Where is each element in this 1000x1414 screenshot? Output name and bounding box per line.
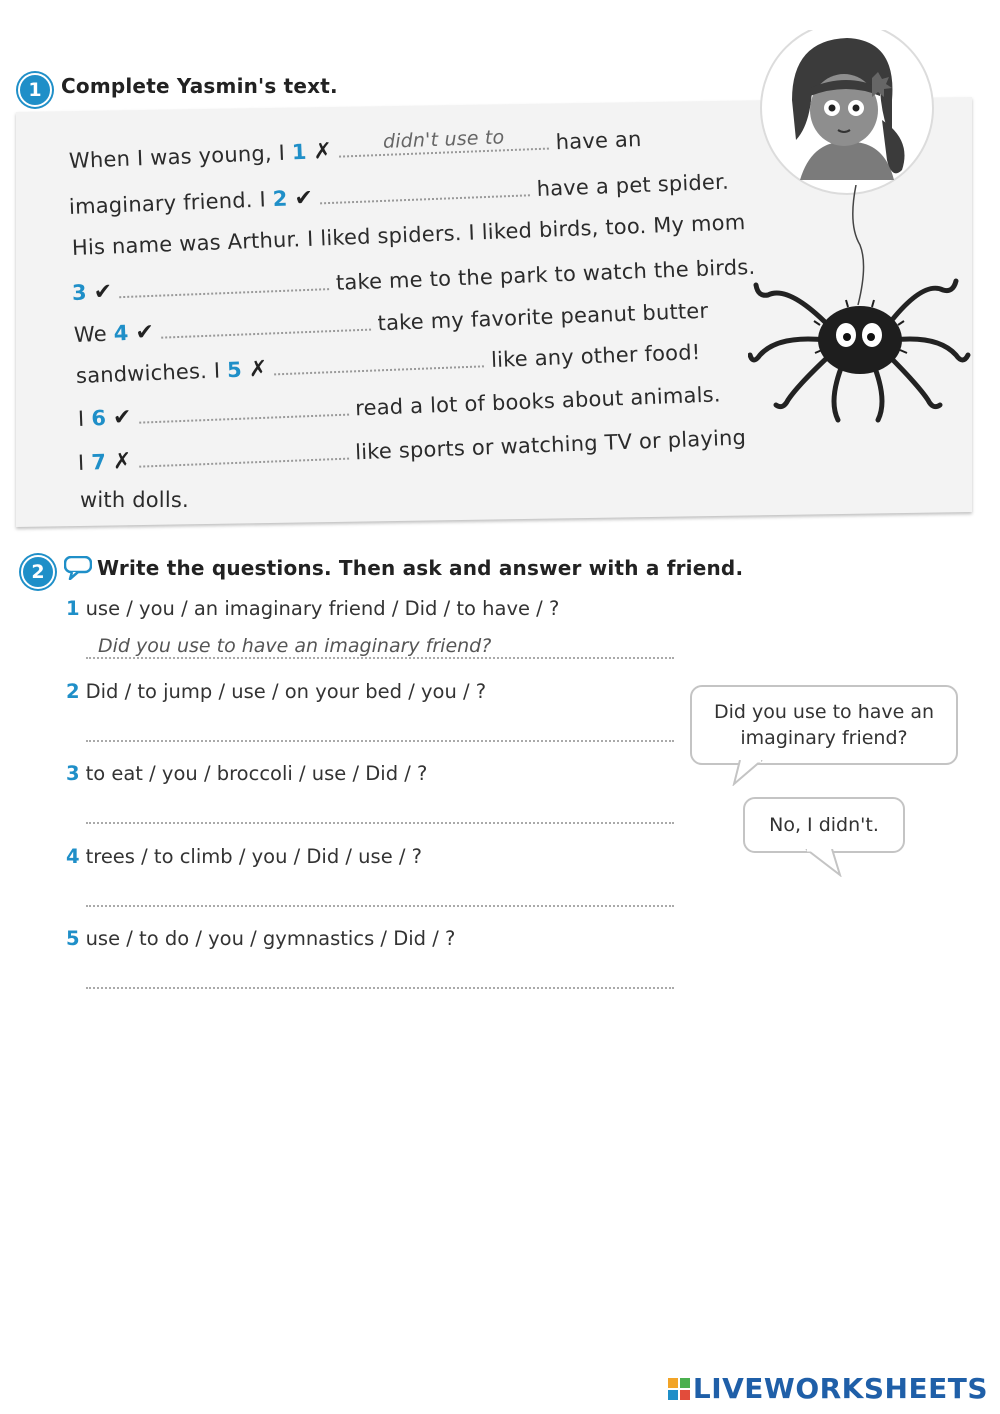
tick-icon: ✔ xyxy=(134,319,155,346)
line-text: have an xyxy=(548,127,642,155)
line-text: sandwiches. I xyxy=(75,358,228,388)
answer-line-4[interactable] xyxy=(86,885,674,907)
line-text: We xyxy=(73,321,115,347)
question-prompt: use / to do / you / gymnastics / Did / ? xyxy=(85,927,456,950)
line-text: I xyxy=(77,450,92,475)
blank-number: 5 xyxy=(226,357,243,383)
answer-text xyxy=(320,193,530,201)
question-3 xyxy=(66,762,427,785)
answer-line-2[interactable] xyxy=(86,720,674,742)
blank-number: 7 xyxy=(90,449,107,475)
blank-number: 6 xyxy=(90,405,107,431)
question-prompt: to eat / you / broccoli / use / Did / ? xyxy=(85,762,428,785)
answer-text xyxy=(274,364,484,372)
answer-text xyxy=(139,413,349,421)
question-2 xyxy=(66,680,486,703)
answer-line-3[interactable] xyxy=(86,802,674,824)
blank-number: 2 xyxy=(272,186,289,212)
blank-number: 3 xyxy=(71,280,88,305)
line-text: take my favorite peanut butter xyxy=(370,298,709,336)
answer-text xyxy=(139,457,349,465)
question-prompt: use / you / an imaginary friend / Did / to have / ? xyxy=(85,597,560,620)
line-text: have a pet spider. xyxy=(529,169,730,202)
answer-line-1[interactable] xyxy=(86,637,674,659)
answer-text: Did you use to have an imaginary friend? xyxy=(98,635,492,657)
blank-number: 1 xyxy=(291,139,308,165)
line-text: take me to the park to watch the birds. xyxy=(328,254,756,296)
tick-icon: ✔ xyxy=(112,404,133,431)
question-number: 1 xyxy=(66,597,80,620)
girl-illustration xyxy=(752,30,942,195)
question-4 xyxy=(66,845,422,868)
answer-text xyxy=(161,328,371,336)
line-text: When I was young, I xyxy=(68,140,293,173)
cross-icon: ✗ xyxy=(112,448,133,475)
liveworksheets-logo xyxy=(667,1372,988,1405)
answer-text xyxy=(119,287,329,295)
bubble-text-line: imaginary friend? xyxy=(740,727,908,749)
speech-bubble-icon xyxy=(64,556,92,580)
question-prompt: Did / to jump / use / on your bed / you / ? xyxy=(85,680,487,703)
answer-text: didn't use to xyxy=(382,126,505,153)
logo-icon xyxy=(667,1377,691,1401)
exercise-1-number: 1 xyxy=(18,73,52,107)
exercise-1-title: Complete Yasmin's text. xyxy=(61,74,338,98)
bubble-tail xyxy=(800,849,846,877)
cross-icon: ✗ xyxy=(313,138,333,165)
question-number: 3 xyxy=(66,762,80,785)
question-5 xyxy=(66,927,455,950)
logo-text: LIVEWORKSHEETS xyxy=(692,1372,988,1405)
speech-bubble-answer: No, I didn't. xyxy=(743,797,905,853)
tick-icon: ✔ xyxy=(93,279,113,306)
answer-blank-1[interactable] xyxy=(338,128,549,158)
question-number: 5 xyxy=(66,927,80,950)
speech-bubble-question xyxy=(690,685,958,765)
spider-illustration xyxy=(748,185,973,435)
line-text: His name was Arthur. I liked spiders. I liked birds, too. My mom xyxy=(71,210,746,260)
question-prompt: trees / to climb / you / Did / use / ? xyxy=(85,845,423,868)
tick-icon: ✔ xyxy=(294,185,314,212)
exercise-2-number: 2 xyxy=(21,555,55,589)
line-text: I xyxy=(77,406,92,431)
text-line-9 xyxy=(80,488,189,512)
question-number: 4 xyxy=(66,845,80,868)
line-text: like sports or watching TV or playing xyxy=(347,425,747,465)
bubble-tail xyxy=(732,760,772,786)
bubble-text-line: Did you use to have an xyxy=(713,701,935,723)
question-number: 2 xyxy=(66,680,80,703)
answer-line-5[interactable] xyxy=(86,967,674,989)
cross-icon: ✗ xyxy=(248,356,268,383)
blank-number: 4 xyxy=(113,320,130,346)
line-text: read a lot of books about animals. xyxy=(347,382,722,421)
exercise-2-title: Write the questions. Then ask and answer with a friend. xyxy=(97,556,744,580)
question-1 xyxy=(66,597,559,620)
line-text: imaginary friend. I xyxy=(68,187,274,219)
line-text: like any other food! xyxy=(483,340,701,373)
line-text: with dolls. xyxy=(80,488,189,512)
